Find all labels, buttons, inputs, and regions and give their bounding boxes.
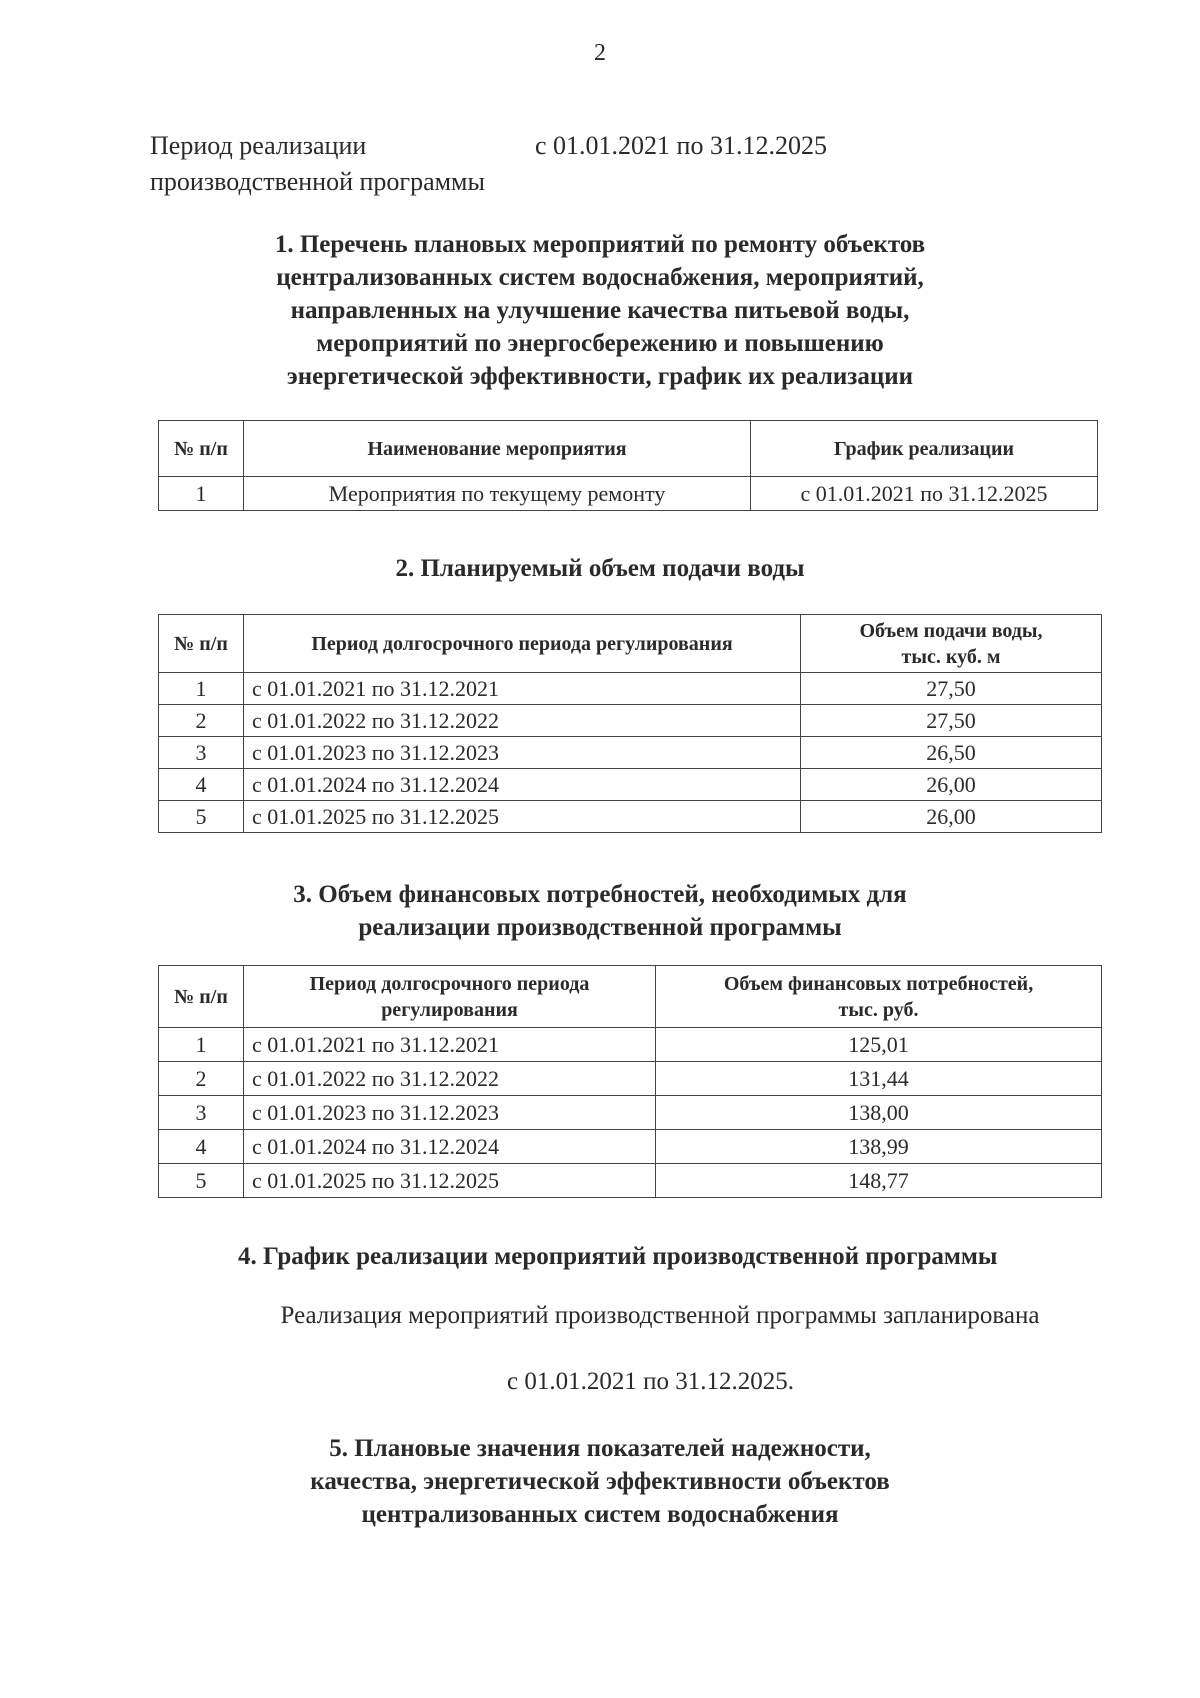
section4-title: 4. График реализации мероприятий производственной программы	[238, 1243, 998, 1270]
cell-period: с 01.01.2024 по 31.12.2024	[244, 1130, 656, 1164]
period-label	[150, 128, 485, 200]
section4-text-line2: с 01.01.2021 по 31.12.2025.	[507, 1368, 794, 1395]
section2-table	[158, 614, 1102, 833]
section5-title-line: качества, энергетической эффективности объектов	[310, 1468, 890, 1495]
cell-amount: 138,00	[656, 1096, 1102, 1130]
cell-number: 2	[159, 705, 244, 737]
cell-period: с 01.01.2024 по 31.12.2024	[244, 769, 801, 801]
cell-period: с 01.01.2023 по 31.12.2023	[244, 737, 801, 769]
cell-number: 2	[159, 1062, 244, 1096]
section1-table	[158, 420, 1098, 511]
cell-period: с 01.01.2025 по 31.12.2025	[244, 1164, 656, 1198]
cell-number: 3	[159, 1096, 244, 1130]
period-label-line2: производственной программы	[150, 167, 485, 196]
col-header-period-line1: Период долгосрочного периода	[309, 972, 590, 995]
col-header-schedule: График реализации	[751, 421, 1098, 477]
table-header-row	[159, 966, 1102, 1028]
cell-number: 3	[159, 737, 244, 769]
cell-volume: 26,50	[801, 737, 1102, 769]
cell-amount: 131,44	[656, 1062, 1102, 1096]
section2-title: 2. Планируемый объем подачи воды	[395, 555, 805, 582]
cell-period: с 01.01.2023 по 31.12.2023	[244, 1096, 656, 1130]
cell-period: с 01.01.2025 по 31.12.2025	[244, 801, 801, 833]
table-header-row	[159, 421, 1098, 477]
cell-number: 5	[159, 1164, 244, 1198]
col-header-activity: Наименование мероприятия	[244, 421, 751, 477]
col-header-volume-line2: тыс. куб. м	[901, 645, 1001, 668]
section1-title-line: мероприятий по энергосбережению и повышению	[316, 330, 884, 357]
section1-title-line: 1. Перечень плановых мероприятий по ремонту объектов	[274, 231, 926, 258]
col-header-volume-line1: Объем подачи воды,	[859, 619, 1043, 642]
section4-text-line1: Реализация мероприятий производственной программы запланирована	[280, 1302, 1040, 1329]
table-row	[159, 1028, 1102, 1062]
table-row	[159, 477, 1098, 511]
table-row	[159, 1130, 1102, 1164]
table-row	[159, 769, 1102, 801]
section3-title-line: реализации производственной программы	[358, 914, 842, 941]
section5-title-line: 5. Плановые значения показателей надежности,	[329, 1435, 871, 1462]
section5-title-line: централизованных систем водоснабжения	[361, 1501, 839, 1528]
period-label-line1: Период реализации	[150, 131, 367, 160]
col-header-period	[244, 966, 656, 1028]
cell-number: 1	[159, 673, 244, 705]
section1-title-line: энергетической эффективности, график их реализации	[286, 363, 914, 390]
table-header-row	[159, 615, 1102, 673]
cell-period: с 01.01.2022 по 31.12.2022	[244, 1062, 656, 1096]
cell-volume: 27,50	[801, 673, 1102, 705]
cell-number: 1	[159, 477, 244, 511]
cell-number: 1	[159, 1028, 244, 1062]
table-row	[159, 1096, 1102, 1130]
cell-volume: 26,00	[801, 801, 1102, 833]
table-row	[159, 705, 1102, 737]
section3-title-line: 3. Объем финансовых потребностей, необходимых для	[293, 881, 907, 908]
col-header-volume	[801, 615, 1102, 673]
section5-title	[0, 1432, 1200, 1531]
cell-schedule: с 01.01.2021 по 31.12.2025	[751, 477, 1098, 511]
cell-volume: 27,50	[801, 705, 1102, 737]
col-header-period-line2: регулирования	[381, 998, 518, 1021]
col-header-number: № п/п	[159, 421, 244, 477]
cell-amount: 125,01	[656, 1028, 1102, 1062]
cell-number: 4	[159, 1130, 244, 1164]
cell-activity: Мероприятия по текущему ремонту	[244, 477, 751, 511]
period-value: с 01.01.2021 по 31.12.2025	[535, 131, 827, 160]
table-row	[159, 1062, 1102, 1096]
cell-period: с 01.01.2021 по 31.12.2021	[244, 673, 801, 705]
section1-title	[0, 228, 1200, 393]
table-row	[159, 801, 1102, 833]
table-row	[159, 673, 1102, 705]
col-header-finance	[656, 966, 1102, 1028]
cell-amount: 148,77	[656, 1164, 1102, 1198]
section3-title	[0, 878, 1200, 944]
cell-period: с 01.01.2022 по 31.12.2022	[244, 705, 801, 737]
page-number: 2	[594, 40, 606, 66]
section1-title-line: направленных на улучшение качества питьевой воды,	[290, 297, 910, 324]
cell-period: с 01.01.2021 по 31.12.2021	[244, 1028, 656, 1062]
table-row	[159, 1164, 1102, 1198]
cell-amount: 138,99	[656, 1130, 1102, 1164]
section3-table	[158, 965, 1102, 1198]
cell-number: 4	[159, 769, 244, 801]
cell-number: 5	[159, 801, 244, 833]
cell-volume: 26,00	[801, 769, 1102, 801]
col-header-finance-line1: Объем финансовых потребностей,	[723, 972, 1034, 995]
section1-title-line: централизованных систем водоснабжения, мероприятий,	[276, 264, 924, 291]
col-header-finance-line2: тыс. руб.	[838, 998, 919, 1021]
table-row	[159, 737, 1102, 769]
col-header-number: № п/п	[159, 615, 244, 673]
col-header-period: Период долгосрочного периода регулирования	[244, 615, 801, 673]
col-header-number: № п/п	[159, 966, 244, 1028]
